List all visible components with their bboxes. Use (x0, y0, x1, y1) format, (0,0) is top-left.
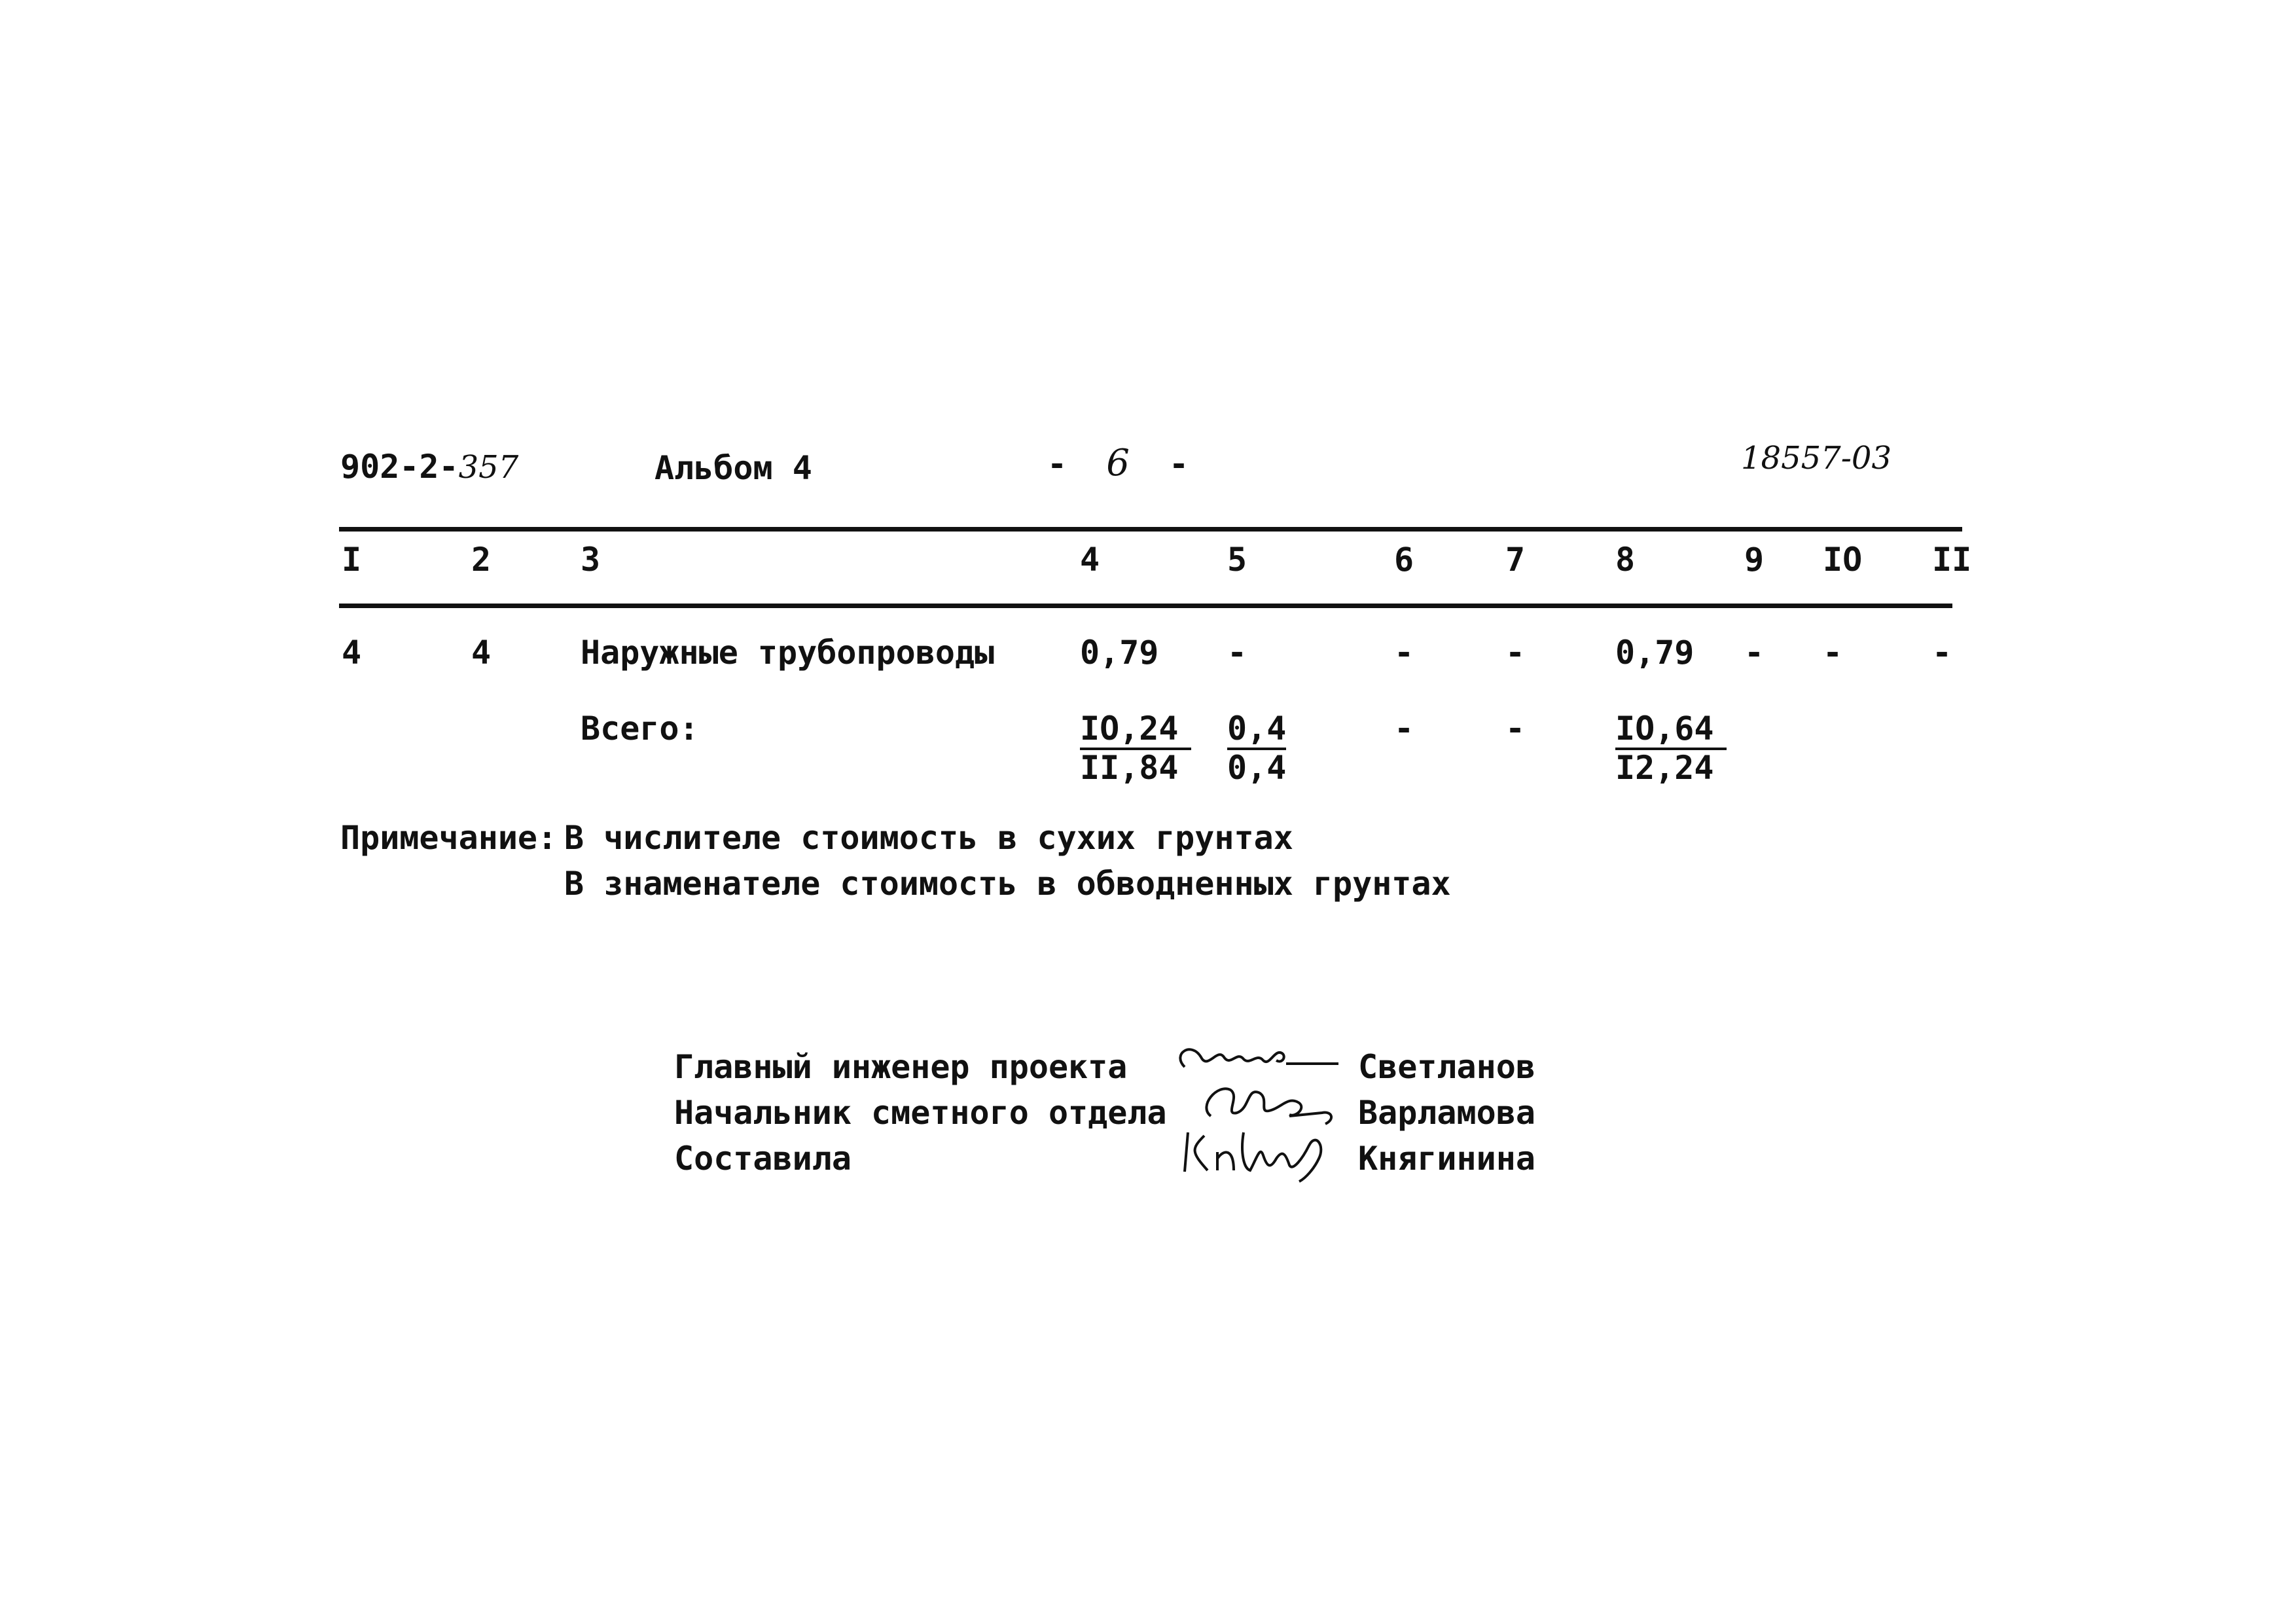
cell-c5: - (1227, 634, 1247, 672)
cell-c11: - (1932, 634, 1952, 672)
cell-c2: 4 (471, 634, 492, 672)
col-header-1: I (342, 541, 362, 579)
col-header-11: II (1932, 541, 1972, 579)
total-c4-denominator: II,84 (1080, 749, 1179, 787)
total-c4-numerator: IO,24 (1080, 712, 1191, 750)
page-number: 6 (1106, 442, 1130, 484)
total-c5-numerator: 0,4 (1227, 712, 1286, 750)
table-header-bottom-rule (339, 604, 1952, 608)
signature-name-1: Светланов (1358, 1048, 1535, 1086)
col-header-5: 5 (1227, 541, 1247, 579)
cell-c1: 4 (342, 634, 362, 672)
signature-name-2: Варламова (1358, 1094, 1535, 1132)
note-label: Примечание: (340, 819, 558, 857)
total-c5-fraction (1227, 710, 1287, 787)
total-c8-numerator: IO,64 (1615, 712, 1727, 750)
col-header-3: 3 (581, 541, 601, 579)
signature-name-3: Княгинина (1358, 1140, 1535, 1178)
cell-c9: - (1744, 634, 1765, 672)
signature-role-2: Начальник сметного отдела (674, 1094, 1167, 1132)
note-line-1: В числителе стоимость в сухих грунтах (564, 819, 1293, 857)
sheet-reference: 18557-03 (1741, 440, 1892, 477)
cell-c10: - (1823, 634, 1843, 672)
col-header-7: 7 (1505, 541, 1526, 579)
total-c4-fraction (1080, 710, 1191, 787)
signature-mark-3 (1178, 1119, 1348, 1187)
total-c5-denominator: 0,4 (1227, 749, 1287, 787)
document-code-handwritten: 357 (458, 449, 519, 486)
note-line-2: В знаменателе стоимость в обводненных грунтах (564, 865, 1451, 903)
signature-mark-1 (1172, 1034, 1342, 1083)
page-dash-left: - (1047, 445, 1067, 483)
total-c6: - (1394, 710, 1414, 748)
cell-c3: Наружные трубопроводы (581, 634, 995, 672)
total-c7: - (1505, 710, 1526, 748)
col-header-6: 6 (1394, 541, 1414, 579)
cell-c8: 0,79 (1615, 634, 1695, 672)
total-label: Всего: (581, 710, 699, 748)
cell-c4: 0,79 (1080, 634, 1159, 672)
signature-role-3: Составила (674, 1140, 852, 1178)
signature-role-1: Главный инженер проекта (674, 1048, 1128, 1086)
page-dash-right: - (1168, 445, 1189, 483)
album-label: Альбом 4 (655, 449, 812, 487)
document-code (340, 448, 519, 486)
document-code-prefix: 902-2- (340, 448, 459, 486)
col-header-10: IO (1823, 541, 1863, 579)
total-c8-fraction (1615, 710, 1727, 787)
table-top-rule (339, 527, 1962, 532)
total-c8-denominator: I2,24 (1615, 749, 1714, 787)
page-number-block (1047, 442, 1189, 484)
col-header-4: 4 (1080, 541, 1100, 579)
col-header-2: 2 (471, 541, 492, 579)
cell-c6: - (1394, 634, 1414, 672)
col-header-8: 8 (1615, 541, 1636, 579)
cell-c7: - (1505, 634, 1526, 672)
col-header-9: 9 (1744, 541, 1765, 579)
